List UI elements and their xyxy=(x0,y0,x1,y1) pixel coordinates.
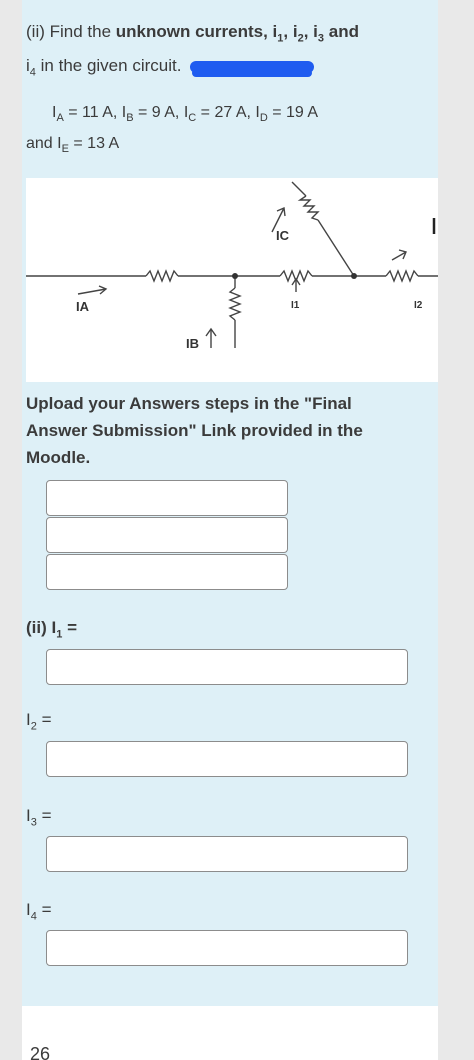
circuit-diagram xyxy=(26,178,438,382)
title-bold: unknown currents, $i_1$, $i_2$, $i_3$ and xyxy=(115,22,359,45)
i1-label: (ii) $I_1$ = xyxy=(26,618,77,641)
label-i1: I1 xyxy=(291,300,300,311)
node-dot-2 xyxy=(351,273,357,279)
next-question-strip xyxy=(22,1006,438,1060)
circuit-svg xyxy=(26,178,438,382)
answer-box-c[interactable] xyxy=(46,554,288,590)
i3-label: $I_3$ = xyxy=(26,806,52,829)
answer-box-a[interactable] xyxy=(46,480,288,516)
given-values xyxy=(26,100,406,162)
i4-label: $I_4$ = xyxy=(26,900,52,923)
i2-input[interactable] xyxy=(46,741,408,777)
given-line2: and $I_E = 13$ A xyxy=(26,135,120,156)
i3-input[interactable] xyxy=(46,836,408,872)
label-ia: IA xyxy=(76,299,89,314)
redaction-mark xyxy=(190,61,314,73)
i1-input[interactable] xyxy=(46,649,408,685)
i4-input[interactable] xyxy=(46,930,408,966)
label-ic: IC xyxy=(276,228,289,243)
upload-instructions: Upload your Answers steps in the "Final Answer Submission" Link provided in the Moodle. xyxy=(26,394,363,467)
node-dot-1 xyxy=(232,273,238,279)
question-title xyxy=(26,18,406,87)
given-line1: $I_A = 11$ A, $I_B = 9$ A, $I_C = 27$ A, $I_D = 19$ A xyxy=(52,104,319,125)
i2-label: $I_2$ = xyxy=(26,710,52,733)
title-prefix: (ii) Find the xyxy=(26,22,112,41)
label-i2: I2 xyxy=(414,300,423,311)
next-question-number: 26 xyxy=(30,1044,51,1060)
answer-box-b[interactable] xyxy=(46,517,288,553)
title-i4: $i_4$ xyxy=(26,56,36,79)
title-rest: in the given circuit. xyxy=(40,56,182,76)
label-ib: IB xyxy=(186,336,199,351)
